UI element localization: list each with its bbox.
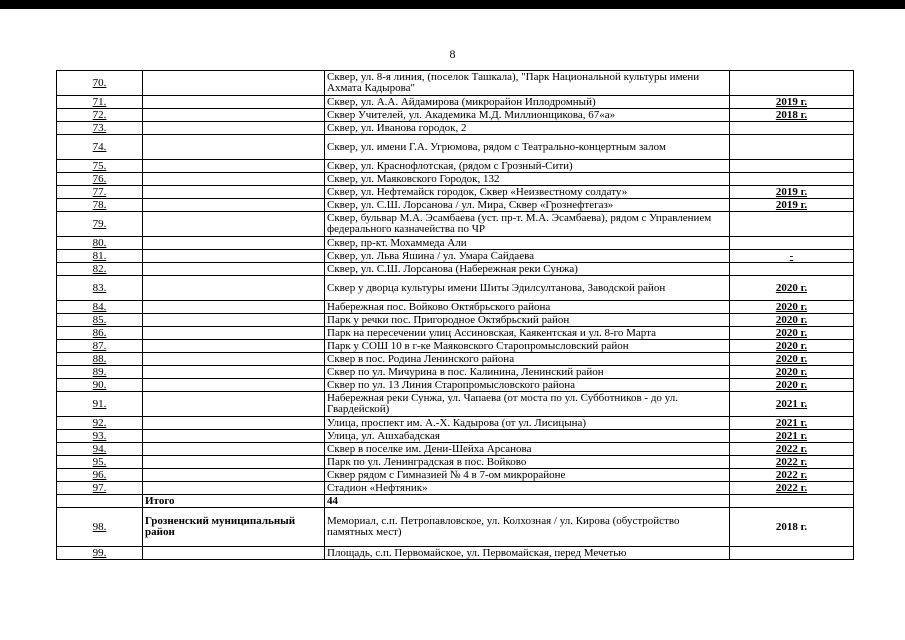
table-row xyxy=(57,482,854,495)
page-number: 8 xyxy=(449,47,456,61)
district-cell xyxy=(143,263,325,276)
row-number: 99. xyxy=(57,547,143,560)
row-number: 77. xyxy=(57,186,143,199)
table-row xyxy=(57,160,854,173)
object-name: Сквер, ул. имени Г.А. Угрюмова, рядом с Театрально-концертным залом xyxy=(325,135,730,160)
year-cell xyxy=(730,237,854,250)
table-row xyxy=(57,366,854,379)
year-cell: 2018 г. xyxy=(730,109,854,122)
table-row xyxy=(57,135,854,160)
year-cell: 2022 г. xyxy=(730,443,854,456)
district-cell xyxy=(143,314,325,327)
district-cell xyxy=(143,430,325,443)
object-name: Сквер Учителей, ул. Академика М.Д. Миллионщикова, 67«а» xyxy=(325,109,730,122)
year-cell: 2020 г. xyxy=(730,276,854,301)
district-cell xyxy=(143,109,325,122)
district-cell xyxy=(143,353,325,366)
table-row xyxy=(57,186,854,199)
total-year-cell xyxy=(730,495,854,508)
row-number: 83. xyxy=(57,276,143,301)
table-row xyxy=(57,547,854,560)
row-number: 81. xyxy=(57,250,143,263)
object-name: Улица, ул. Ашхабадская xyxy=(325,430,730,443)
table-row xyxy=(57,417,854,430)
year-cell: - xyxy=(730,250,854,263)
year-cell: 2020 г. xyxy=(730,314,854,327)
object-name: Парк у речки пос. Пригородное Октябрьский район xyxy=(325,314,730,327)
year-cell: 2021 г. xyxy=(730,430,854,443)
district-cell xyxy=(143,199,325,212)
row-number: 93. xyxy=(57,430,143,443)
row-number: 79. xyxy=(57,212,143,237)
table-row xyxy=(57,212,854,237)
object-name: Сквер в пос. Родина Ленинского района xyxy=(325,353,730,366)
object-name: Сквер в поселке им. Дени-Шейха Арсанова xyxy=(325,443,730,456)
table-body xyxy=(57,71,854,560)
year-cell: 2020 г. xyxy=(730,379,854,392)
object-name: Сквер рядом с Гимназией № 4 в 7-ом микрорайоне xyxy=(325,469,730,482)
total-label: Итого xyxy=(143,495,325,508)
row-number: 95. xyxy=(57,456,143,469)
district-cell xyxy=(143,276,325,301)
object-name: Набережная пос. Войково Октябрьского района xyxy=(325,301,730,314)
year-cell xyxy=(730,160,854,173)
district-cell xyxy=(143,469,325,482)
object-name: Мемориал, с.п. Петропавловское, ул. Колхозная / ул. Кирова (обустройство памятных мест) xyxy=(325,508,730,547)
year-cell: 2018 г. xyxy=(730,508,854,547)
object-name: Сквер, ул. Нефтемайск городок, Сквер «Неизвестному солдату» xyxy=(325,186,730,199)
table-row xyxy=(57,276,854,301)
district-cell xyxy=(143,443,325,456)
district-cell xyxy=(143,212,325,237)
year-cell xyxy=(730,263,854,276)
row-number: 70. xyxy=(57,71,143,96)
row-number: 89. xyxy=(57,366,143,379)
year-cell xyxy=(730,212,854,237)
table-row xyxy=(57,508,854,547)
table-row xyxy=(57,443,854,456)
row-number: 80. xyxy=(57,237,143,250)
district-cell xyxy=(143,547,325,560)
district-cell xyxy=(143,392,325,417)
object-name: Сквер, ул. Льва Яшина / ул. Умара Сайдаева xyxy=(325,250,730,263)
year-cell xyxy=(730,547,854,560)
row-number: 86. xyxy=(57,327,143,340)
row-number: 92. xyxy=(57,417,143,430)
table-row xyxy=(57,71,854,96)
year-cell: 2020 г. xyxy=(730,327,854,340)
table-row xyxy=(57,173,854,186)
district-cell xyxy=(143,96,325,109)
district-cell xyxy=(143,301,325,314)
table-row xyxy=(57,314,854,327)
object-name: Сквер по ул. 13 Линия Старопромысловского района xyxy=(325,379,730,392)
total-empty-cell xyxy=(57,495,143,508)
row-number: 71. xyxy=(57,96,143,109)
row-number: 88. xyxy=(57,353,143,366)
row-number: 96. xyxy=(57,469,143,482)
row-number: 98. xyxy=(57,508,143,547)
table-row xyxy=(57,237,854,250)
year-cell xyxy=(730,71,854,96)
district-cell xyxy=(143,340,325,353)
district-cell xyxy=(143,366,325,379)
district-cell xyxy=(143,160,325,173)
table-row xyxy=(57,353,854,366)
row-number: 82. xyxy=(57,263,143,276)
year-cell: 2022 г. xyxy=(730,482,854,495)
table-row xyxy=(57,96,854,109)
object-name: Площадь, с.п. Первомайское, ул. Первомайская, перед Мечетью xyxy=(325,547,730,560)
district-cell xyxy=(143,379,325,392)
objects-table xyxy=(56,70,854,560)
total-value: 44 xyxy=(325,495,730,508)
object-name: Сквер, ул. А.А. Айдамирова (микрорайон Иплодромный) xyxy=(325,96,730,109)
row-number: 78. xyxy=(57,199,143,212)
year-cell xyxy=(730,173,854,186)
table-row xyxy=(57,456,854,469)
row-number: 74. xyxy=(57,135,143,160)
year-cell: 2020 г. xyxy=(730,301,854,314)
object-name: Парк на пересечении улиц Ассиновская, Каякентская и ул. 8-го Марта xyxy=(325,327,730,340)
object-name: Сквер, ул. Маяковского Городок, 132 xyxy=(325,173,730,186)
table-row xyxy=(57,199,854,212)
row-number: 76. xyxy=(57,173,143,186)
object-name: Сквер, ул. С.Ш. Лорсанова / ул. Мира, Сквер «Грознефтегаз» xyxy=(325,199,730,212)
district-cell xyxy=(143,456,325,469)
table-row xyxy=(57,250,854,263)
object-name: Сквер, бульвар М.А. Эсамбаева (уст. пр-т. М.А. Эсамбаева), рядом с Управлением федерального казначейства по ЧР xyxy=(325,212,730,237)
object-name: Набережная реки Сунжа, ул. Чапаева (от моста по ул. Субботников - до ул. Гвардейской) xyxy=(325,392,730,417)
district-cell xyxy=(143,186,325,199)
row-number: 72. xyxy=(57,109,143,122)
table-row xyxy=(57,379,854,392)
row-number: 97. xyxy=(57,482,143,495)
row-number: 91. xyxy=(57,392,143,417)
year-cell: 2019 г. xyxy=(730,199,854,212)
year-cell: 2021 г. xyxy=(730,392,854,417)
table-row xyxy=(57,122,854,135)
top-border-bar xyxy=(0,0,905,9)
district-cell xyxy=(143,250,325,263)
total-row xyxy=(57,495,854,508)
year-cell: 2020 г. xyxy=(730,353,854,366)
row-number: 73. xyxy=(57,122,143,135)
district-cell xyxy=(143,173,325,186)
year-cell xyxy=(730,135,854,160)
object-name: Сквер у дворца культуры имени Шиты Эдилсултанова, Заводской район xyxy=(325,276,730,301)
row-number: 75. xyxy=(57,160,143,173)
object-name: Сквер по ул. Мичурина в пос. Калинина, Ленинский район xyxy=(325,366,730,379)
table-row xyxy=(57,340,854,353)
object-name: Улица, проспект им. А.-Х. Кадырова (от ул. Лисицына) xyxy=(325,417,730,430)
object-name: Сквер, ул. С.Ш. Лорсанова (Набережная реки Сунжа) xyxy=(325,263,730,276)
table-row xyxy=(57,469,854,482)
row-number: 87. xyxy=(57,340,143,353)
object-name: Сквер, ул. Краснофлотская, (рядом с Грозный-Сити) xyxy=(325,160,730,173)
table-row xyxy=(57,392,854,417)
row-number: 94. xyxy=(57,443,143,456)
year-cell: 2022 г. xyxy=(730,456,854,469)
district-cell xyxy=(143,135,325,160)
year-cell: 2021 г. xyxy=(730,417,854,430)
district-name: Грозненский муниципальный район xyxy=(143,508,325,547)
year-cell: 2019 г. xyxy=(730,186,854,199)
year-cell: 2019 г. xyxy=(730,96,854,109)
object-name: Парк у СОШ 10 в г-ке Маяковского Старопромысловский район xyxy=(325,340,730,353)
object-name: Сквер, ул. Иванова городок, 2 xyxy=(325,122,730,135)
year-cell: 2020 г. xyxy=(730,340,854,353)
row-number: 85. xyxy=(57,314,143,327)
year-cell xyxy=(730,122,854,135)
object-name: Парк по ул. Ленинградская в пос. Войково xyxy=(325,456,730,469)
object-name: Сквер, пр-кт. Мохаммеда Али xyxy=(325,237,730,250)
table-row xyxy=(57,263,854,276)
table-row xyxy=(57,301,854,314)
district-cell xyxy=(143,417,325,430)
row-number: 84. xyxy=(57,301,143,314)
district-cell xyxy=(143,482,325,495)
year-cell: 2022 г. xyxy=(730,469,854,482)
district-cell xyxy=(143,327,325,340)
table-row xyxy=(57,109,854,122)
district-cell xyxy=(143,71,325,96)
district-cell xyxy=(143,122,325,135)
object-name: Стадион «Нефтяник» xyxy=(325,482,730,495)
district-cell xyxy=(143,237,325,250)
table-row xyxy=(57,430,854,443)
table-row xyxy=(57,327,854,340)
year-cell: 2020 г. xyxy=(730,366,854,379)
row-number: 90. xyxy=(57,379,143,392)
object-name: Сквер, ул. 8-я линия, (поселок Ташкала), "Парк Национальной культуры имени Ахмата Кадырова" xyxy=(325,71,730,96)
